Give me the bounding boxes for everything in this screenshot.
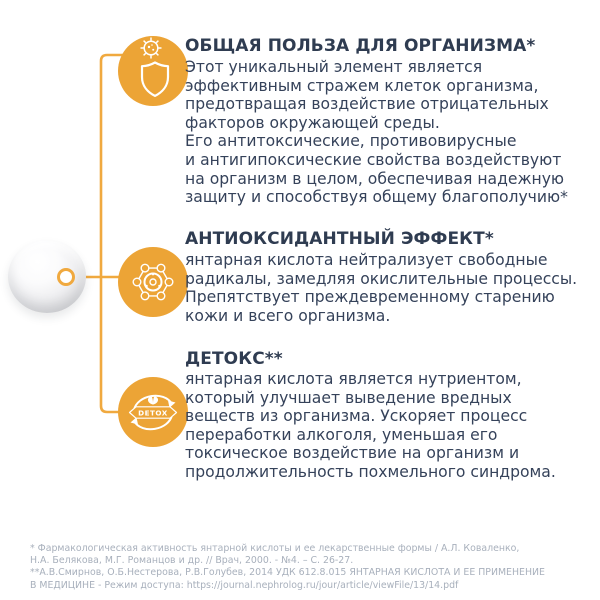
text-line: Его антитоксические, противовирусные: [185, 132, 517, 151]
text-line: защиту и способствуя общему благополучию*: [185, 188, 568, 207]
section-general-benefit-text: [185, 58, 568, 207]
text-line: кожи и всего организма.: [185, 306, 391, 325]
footnote-line: * Фармакологическая активность янтарной кислоты и ее лекарственные формы / А.Л. Коваленко,: [30, 543, 520, 554]
text-line: эффективным стражем клеток организма,: [185, 76, 539, 95]
text-line: на организм в целом, обеспечивая надежную: [185, 169, 565, 188]
text-line: радикалы, замедляя окислительные процессы.: [185, 269, 578, 288]
text-line: предотвращая воздействие отрицательных: [185, 95, 549, 114]
text-line: янтарная кислота является нутриентом,: [185, 370, 522, 388]
shield-virus-icon: [118, 36, 188, 106]
footnote-line: **А.В.Смирнов, О.Б.Нестерова, Р.В.Голубев, 2014 УДК 612.8.015 ЯНТАРНАЯ КИСЛОТА И ЕЕ ПРИМЕНЕНИЕ: [30, 567, 545, 579]
text-line: переработки алкоголя, уменьшая его: [185, 425, 498, 444]
footnote-line: Н.А. Белякова, М.Г. Романцов и др. // Врач, 2000. - №4. – С. 26-27.: [30, 555, 354, 567]
section-detox-text: [185, 370, 556, 482]
footnote-line: В МЕДИЦИНЕ - Режим доступа: https://journal.nephrolog.ru/jour/article/viewFile/13/14.pdf: [30, 579, 459, 591]
section-antioxidant-text: [185, 251, 577, 325]
footnote-references: [30, 543, 545, 592]
text-line: Этот уникальный элемент является: [185, 58, 483, 76]
text-line: токсическое воздействие на организм и: [185, 444, 520, 463]
detox-icon-label: DETOX: [138, 408, 168, 418]
text-line: факторов окружающей среды.: [185, 113, 440, 132]
text-line: который улучшает выведение вредных: [185, 388, 512, 407]
text-line: веществ из организма. Ускоряет процесс: [185, 407, 528, 426]
text-line: янтарная кислота нейтрализует свободные: [185, 251, 548, 269]
text-line: и антигипоксические свойства воздействуют: [185, 150, 562, 169]
section-general-benefit-title: ОБЩАЯ ПОЛЬЗА ДЛЯ ОРГАНИЗМА*: [185, 36, 536, 56]
tablet-callout-dot: [57, 268, 75, 286]
section-antioxidant-title: АНТИОКСИДАНТНЫЙ ЭФФЕКТ*: [185, 229, 494, 249]
section-detox-title: ДЕТОКС**: [185, 349, 283, 369]
text-line: Препятствует преждевременному старению: [185, 288, 555, 307]
molecule-icon: [118, 247, 188, 317]
text-line: продолжительность похмельного синдрома.: [185, 462, 556, 481]
detox-icon: [118, 377, 188, 447]
